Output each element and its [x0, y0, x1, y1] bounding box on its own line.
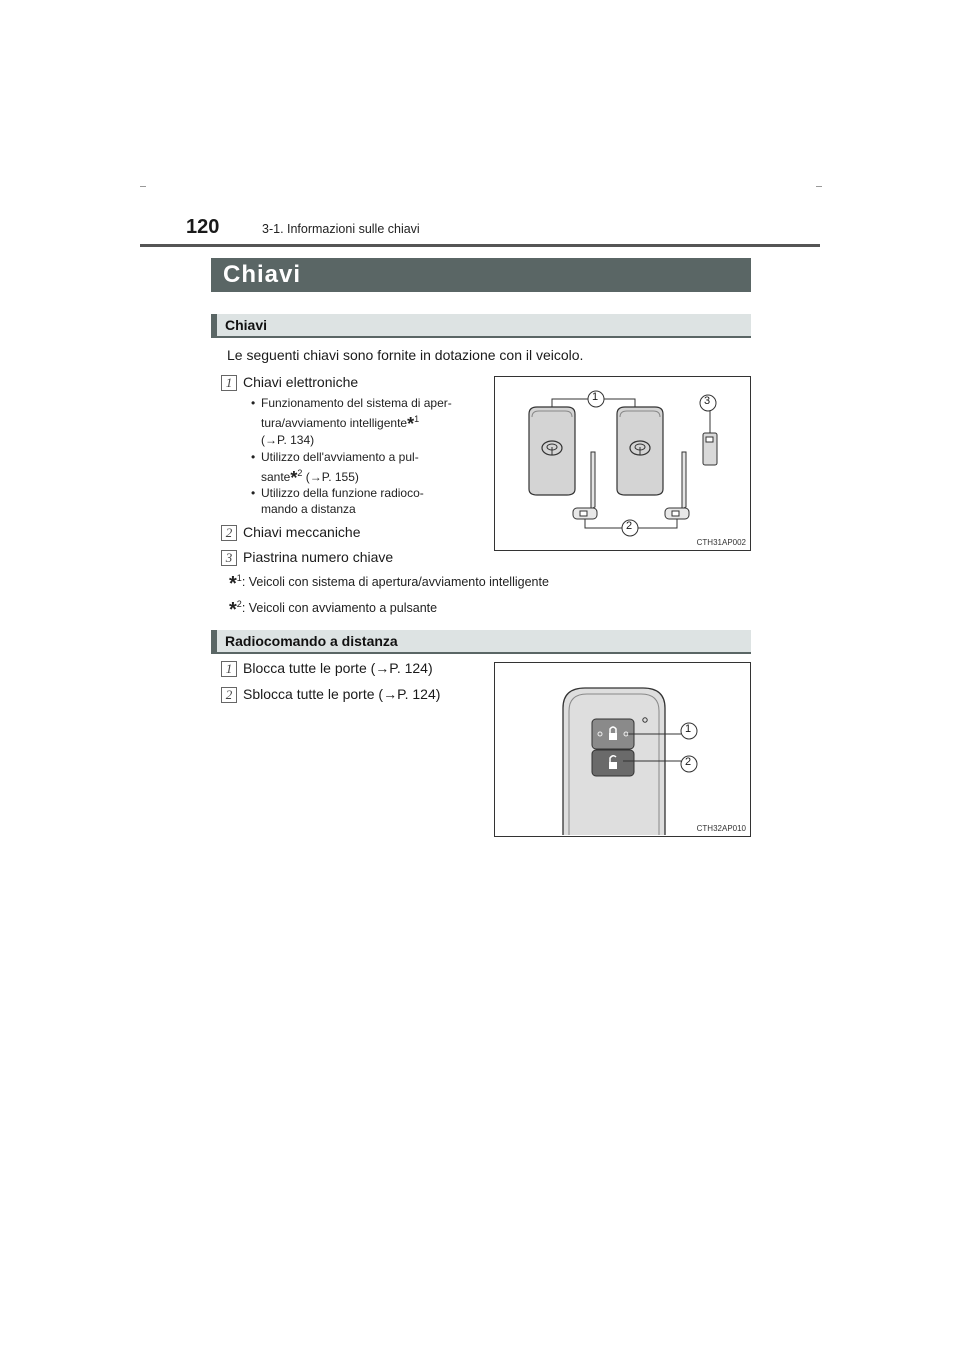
item-label-lock: Blocca tutte le porte (→P. 124) [243, 660, 433, 676]
bullet-remote: • Utilizzo della funzione radioco- mando a distanza [261, 485, 484, 517]
footnote-ref: 1 [414, 414, 420, 424]
bullet-line: mando a distanza [261, 502, 356, 516]
bullet-smart-entry: • Funzionamento del sistema di aper- tura/avviamento intelligente*$^1$ (→P. 134) [261, 395, 484, 448]
item-number-3: 3 [221, 550, 237, 566]
footnote-text: : Veicoli con sistema di apertura/avviamento intelligente [241, 575, 549, 590]
keys-drawing [495, 377, 750, 550]
item-number-1: 1 [221, 375, 237, 391]
item-number-1: 1 [221, 661, 237, 677]
header-rule [140, 244, 820, 247]
footnote-number: 1 [236, 573, 242, 583]
bullet-line: Funzionamento del sistema di aper- [261, 396, 452, 410]
footnote-number: 2 [236, 599, 242, 609]
crop-mark [816, 186, 822, 187]
remote-illustration [494, 662, 751, 837]
footnote-text: : Veicoli con avviamento a pulsante [241, 601, 438, 616]
asterisk-mark: * [229, 573, 237, 596]
crop-mark [140, 186, 146, 187]
page-number: 120 [186, 216, 220, 238]
asterisk-mark: * [290, 468, 298, 488]
footnote-1 [229, 573, 549, 596]
intro-text: Le seguenti chiavi sono fornite in dotazione con il veicolo. [227, 347, 584, 363]
item-number-2: 2 [221, 525, 237, 541]
item-label-key-number-plate: Piastrina numero chiave [243, 549, 394, 565]
item-label-mechanical-keys: Chiavi meccaniche [243, 524, 361, 540]
keys-illustration [494, 376, 751, 551]
bullet-text: sante [261, 470, 291, 484]
footnote-2 [229, 599, 437, 622]
page-title: Chiavi [211, 258, 751, 292]
bullet-push-start: • Utilizzo dell'avviamento a pul- sante*$^2$ (→P. 155) [261, 449, 484, 486]
page-reference: (→P. 134) [261, 433, 315, 447]
remote-drawing [495, 663, 750, 836]
breadcrumb: 3-1. Informazioni sulle chiavi [262, 222, 420, 236]
bullet-line: Utilizzo dell'avviamento a pul- [261, 450, 419, 464]
callout-1: 1 [592, 391, 599, 403]
bullet-line [261, 465, 484, 486]
figure-code: CTH32AP010 [696, 824, 746, 833]
callout-2: 2 [626, 520, 633, 532]
item-label-electronic-keys: Chiavi elettroniche [243, 374, 359, 390]
page-reference: (→P. 155) [305, 470, 359, 484]
footnote-ref: 2 [297, 468, 303, 478]
callout-2: 2 [685, 756, 692, 768]
section-heading-chiavi: Chiavi [211, 314, 751, 338]
asterisk-mark: * [407, 414, 415, 434]
bullet-line: Utilizzo della funzione radioco- [261, 486, 424, 500]
item-number-2: 2 [221, 687, 237, 703]
bullet-text: tura/avviamento intelligente [261, 416, 408, 430]
callout-3: 3 [704, 395, 711, 407]
figure-code: CTH31AP002 [696, 538, 746, 547]
section-heading-remote: Radiocomando a distanza [211, 630, 751, 654]
item-label-unlock: Sblocca tutte le porte (→P. 124) [243, 686, 441, 702]
asterisk-mark: * [229, 599, 237, 622]
bullet-line [261, 411, 484, 432]
callout-1: 1 [685, 723, 692, 735]
